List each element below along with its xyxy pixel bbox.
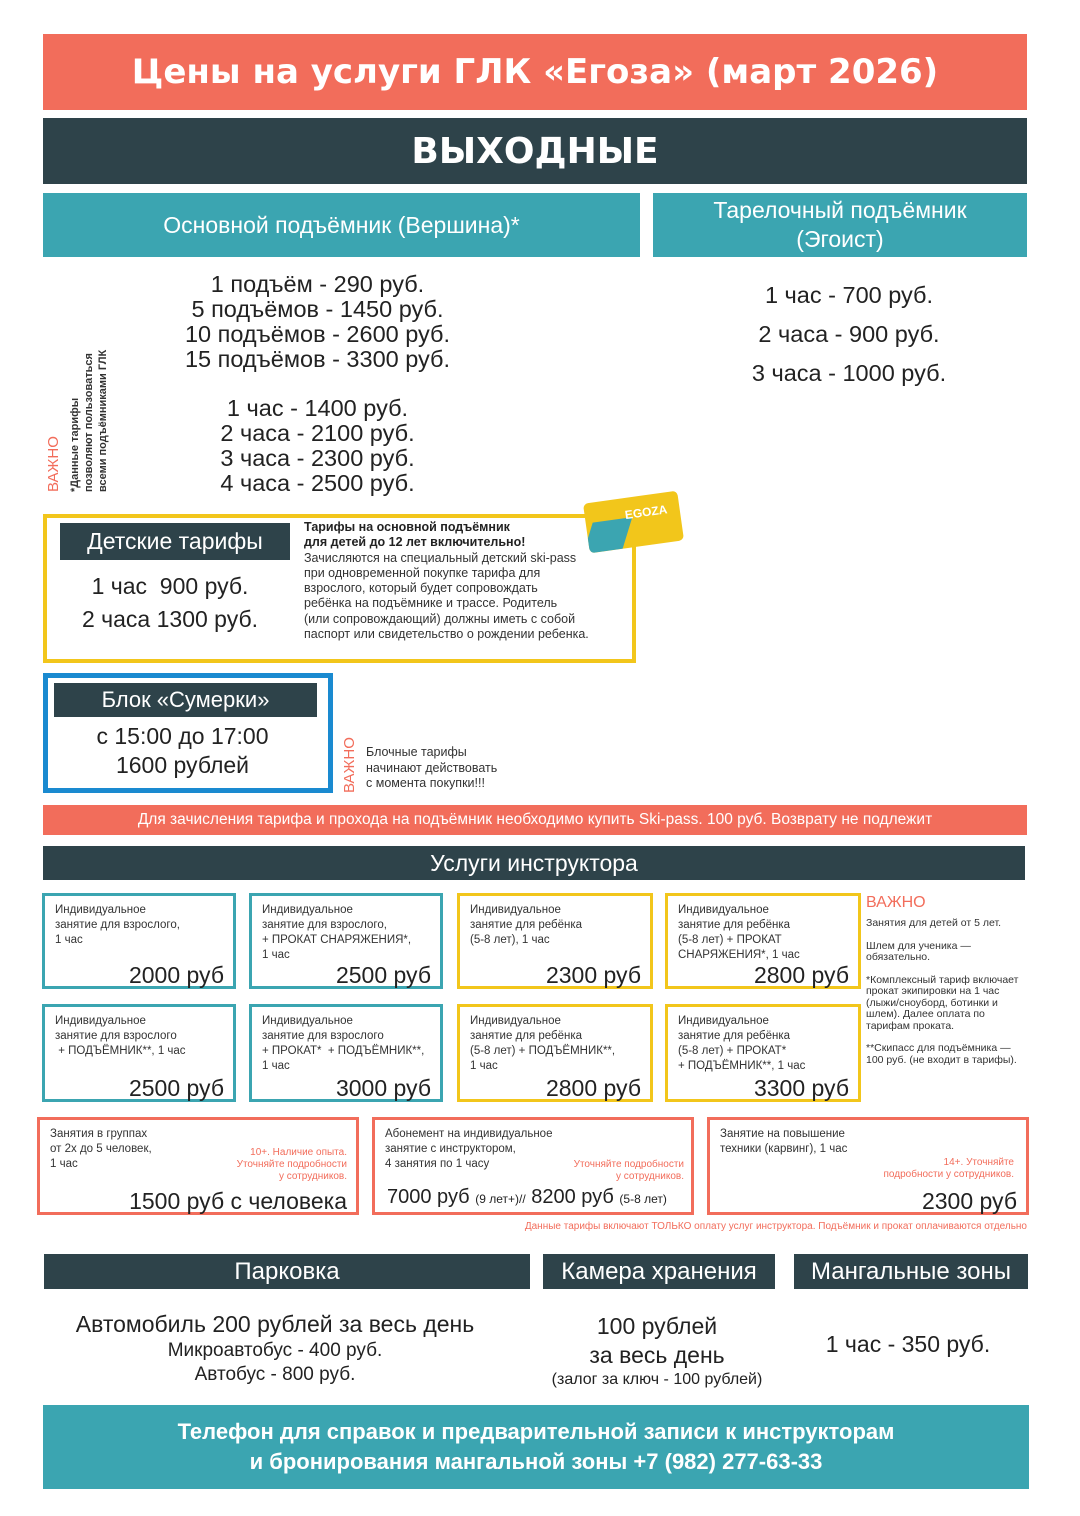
carving-note-line: подробности у сотрудников. [883, 1169, 1014, 1180]
kids-note-line: взрослого, который будет сопровождать [304, 581, 538, 596]
plate-price: 2 часа - 900 руб. [758, 321, 940, 347]
ride-price: 5 подъёмов - 1450 руб. [191, 296, 444, 322]
twilight-label: Блок «Сумерки» [54, 683, 317, 717]
page-title: Цены на услуги ГЛК «Егоза» (март 2026) [43, 34, 1027, 110]
parking-car: Автомобиль 200 рублей за весь день [75, 1311, 475, 1337]
card-line: Занятия в группах [50, 1128, 148, 1140]
group-lesson-card [37, 1117, 359, 1215]
card-line: (5-8 лет) + ПОДЪЁМНИК**, [470, 1045, 616, 1057]
card-line: занятие для взрослого [55, 1030, 177, 1042]
card-line: занятие для ребёнка [678, 1030, 791, 1042]
card-line: + ПОДЪЁМНИК**, 1 час [678, 1060, 806, 1072]
card-price: 3000 руб [335, 1075, 431, 1101]
card-line: Индивидуальное [678, 904, 769, 916]
card-price: 2000 руб [128, 962, 224, 988]
plate-price: 3 часа - 1000 руб. [751, 360, 947, 386]
instructor-important-note: Занятия для детей от 5 лет. [866, 917, 1002, 929]
bbq-heading: Мангальные зоны [794, 1254, 1028, 1289]
instructor-important-note: **Скипасс для подъёмника — 100 руб. (не входит в тарифы). [866, 1042, 1017, 1066]
plate-price: 1 час - 700 руб. [764, 282, 934, 308]
kids-note-bold: для детей до 12 лет включительно! [304, 535, 526, 550]
ski-pass-card-image [583, 491, 684, 554]
storage-heading: Камера хранения [543, 1254, 775, 1289]
instructor-card [249, 893, 443, 989]
storage-deposit: (залог за ключ - 100 рублей) [551, 1371, 763, 1388]
plate-lift-heading-line: Тарелочный подъёмник [713, 197, 967, 223]
instructor-card [665, 893, 861, 989]
instructor-disclaimer: Данные тарифы включают ТОЛЬКО оплату услуг инструктора. Подъёмник и прокат оплачиваются отдельно [524, 1221, 1027, 1232]
parking-bus: Автобус - 800 руб. [194, 1364, 356, 1385]
instructor-important-label: ВАЖНО [866, 894, 926, 911]
ride-price: 10 подъёмов - 2600 руб. [184, 321, 451, 347]
kids-note-line: ребёнка на подъёмнике и трассе. Родитель [304, 596, 558, 611]
card-price: 2500 руб [128, 1075, 224, 1101]
main-lift-heading: Основной подъёмник (Вершина)* [43, 193, 640, 257]
kids-price: 1 час 900 руб. [91, 573, 249, 599]
storage-price: за весь день [589, 1342, 725, 1368]
subscription-age: (5-8 лет) [619, 1192, 667, 1206]
subscription-card [372, 1117, 694, 1215]
twilight-note-line: с момента покупки!!! [366, 776, 485, 790]
storage-prices [533, 1312, 781, 1390]
twilight-price: 1600 рублей [115, 752, 250, 778]
card-line: + ПРОКАТ СНАРЯЖЕНИЯ*, [262, 934, 412, 946]
card-line: 1 час [470, 1060, 498, 1072]
card-line: занятие для взрослого [262, 1030, 384, 1042]
important-note-line: всеми подъёмниками ГЛК [97, 349, 109, 492]
instructor-card [42, 893, 236, 989]
kids-note-line: Зачисляются на специальный детский ski-pass [304, 550, 577, 565]
hour-price: 3 часа - 2300 руб. [220, 445, 415, 471]
subscription-prices [387, 1186, 667, 1208]
instructor-important [866, 893, 1028, 1066]
card-line: 1 час [50, 1158, 78, 1170]
instructor-card [665, 1004, 861, 1102]
subscription-age: (9 лет+)// [475, 1192, 526, 1206]
group-note [237, 1147, 347, 1183]
group-note-line: Уточняйте подробности [236, 1159, 347, 1170]
contact-footer [43, 1405, 1029, 1489]
card-line: (5-8 лет) + ПРОКАТ [678, 934, 782, 946]
card-line: Абонемент на индивидуальное [385, 1128, 553, 1140]
card-price: 2800 руб [753, 962, 849, 988]
kids-label: Детские тарифы [60, 523, 290, 560]
skipass-banner: Для зачисления тарифа и прохода на подъёмник необходимо купить Ski-pass. 100 руб. Возврату не подлежит [43, 805, 1027, 835]
twilight-important-label: ВАЖНО [341, 737, 358, 793]
card-line: + ПОДЪЁМНИК**, 1 час [55, 1045, 186, 1057]
kids-note-bold: Тарифы на основной подъёмник [304, 520, 510, 534]
card-line: Занятие на повышение [720, 1128, 845, 1140]
card-price: 3300 руб [753, 1075, 849, 1101]
card-line: + ПРОКАТ* + ПОДЪЁМНИК**, [262, 1045, 425, 1057]
carving-card [707, 1117, 1029, 1215]
instructor-card [42, 1004, 236, 1102]
kids-prices [55, 570, 285, 636]
card-line: (5-8 лет), 1 час [470, 934, 550, 946]
card-line: Индивидуальное [55, 1015, 146, 1027]
important-note-line: *Данные тарифы [69, 397, 81, 492]
card-line: техники (карвинг), 1 час [720, 1143, 848, 1155]
footer-phone: и бронирования мангальной зоны +7 (982) 277-63-33 [249, 1449, 823, 1474]
card-line: занятие для ребёнка [470, 919, 583, 931]
kids-note [304, 520, 634, 642]
card-line: 4 занятия по 1 часу [385, 1158, 490, 1170]
hour-price: 1 час - 1400 руб. [226, 395, 409, 421]
twilight-note-line: начинают действовать [366, 760, 498, 775]
card-line: Индивидуальное [262, 904, 353, 916]
hour-price: 2 часа - 2100 руб. [220, 420, 415, 446]
twilight-prices [50, 722, 315, 780]
card-line: Индивидуальное [262, 1015, 353, 1027]
carving-note [884, 1157, 1014, 1181]
important-label: ВАЖНО [45, 436, 62, 492]
subscription-note-line: у сотрудников. [615, 1171, 684, 1182]
plate-lift-heading [653, 193, 1027, 257]
card-line: занятие для взрослого, [262, 919, 387, 931]
card-line: занятие для взрослого, [55, 919, 180, 931]
card-price: 2300 руб [545, 962, 641, 988]
card-stripe [583, 517, 632, 553]
ride-price: 15 подъёмов - 3300 руб. [184, 346, 451, 372]
kids-note-line: (или сопровождающий) должны иметь с собой [304, 611, 576, 626]
instructor-card [457, 1004, 653, 1102]
card-line: занятие для ребёнка [470, 1030, 583, 1042]
kids-price: 2 часа 1300 руб. [81, 606, 259, 632]
important-note [68, 350, 110, 492]
instructor-heading: Услуги инструктора [43, 846, 1025, 880]
parking-minibus: Микроавтобус - 400 руб. [167, 1340, 383, 1361]
card-line: Индивидуальное [55, 904, 146, 916]
card-line: 1 час [262, 1060, 290, 1072]
card-price: 1500 руб с человека [129, 1188, 347, 1214]
card-line: СНАРЯЖЕНИЯ*, 1 час [678, 949, 800, 961]
subscription-note-line: Уточняйте подробности [573, 1159, 684, 1170]
twilight-note-line: Блочные тарифы [366, 745, 467, 759]
main-lift-rides [130, 272, 505, 372]
subscription-note [574, 1159, 684, 1183]
parking-prices [44, 1309, 506, 1387]
card-line: от 2х до 5 человек, [50, 1143, 152, 1155]
hour-price: 4 часа - 2500 руб. [220, 470, 415, 496]
card-line: 1 час [262, 949, 290, 961]
important-note-line: позволяют пользоваться [83, 353, 95, 492]
weekend-banner: ВЫХОДНЫЕ [43, 118, 1027, 184]
plate-lift-heading-line: (Эгоист) [796, 226, 884, 252]
ride-price: 1 подъём - 290 руб. [210, 271, 425, 297]
subscription-price: 8200 руб [531, 1186, 614, 1208]
subscription-price: 7000 руб [387, 1186, 470, 1208]
carving-note-line: 14+. Уточняйте [943, 1157, 1014, 1168]
instructor-important-note: Шлем для ученика — обязательно. [866, 939, 971, 963]
card-line: (5-8 лет) + ПРОКАТ* [678, 1045, 787, 1057]
kids-note-line: при одновременной покупке тарифа для [304, 565, 541, 580]
main-lift-hours [130, 396, 505, 496]
card-line: Индивидуальное [470, 904, 561, 916]
card-line: Индивидуальное [470, 1015, 561, 1027]
twilight-note [366, 745, 497, 792]
card-line: Индивидуальное [678, 1015, 769, 1027]
storage-price: 100 рублей [596, 1313, 718, 1339]
plate-lift-prices [660, 276, 1038, 393]
instructor-card [249, 1004, 443, 1102]
card-price: 2800 руб [545, 1075, 641, 1101]
kids-note-line: паспорт или свидетельство о рождении ребенка. [304, 627, 589, 642]
instructor-card [457, 893, 653, 989]
card-logo: EGOZA [623, 502, 669, 523]
group-note-line: у сотрудников. [278, 1171, 347, 1182]
card-line: 1 час [55, 934, 83, 946]
card-price: 2500 руб [335, 962, 431, 988]
parking-heading: Парковка [44, 1254, 530, 1289]
card-price: 2300 руб [921, 1188, 1017, 1214]
twilight-time: с 15:00 до 17:00 [96, 723, 269, 749]
instructor-important-note: *Комплексный тариф включает прокат экипировки на 1 час (лыжи/сноуборд, ботинки и шлем). Далее оплата по тарифам проката. [866, 973, 1019, 1032]
card-line: занятие с инструктором, [385, 1143, 516, 1155]
card-line: занятие для ребёнка [678, 919, 791, 931]
footer-line: Телефон для справок и предварительной записи к инструкторам [177, 1419, 895, 1444]
group-note-line: 10+. Наличие опыта. [250, 1147, 347, 1158]
bbq-price: 1 час - 350 руб. [825, 1331, 991, 1357]
